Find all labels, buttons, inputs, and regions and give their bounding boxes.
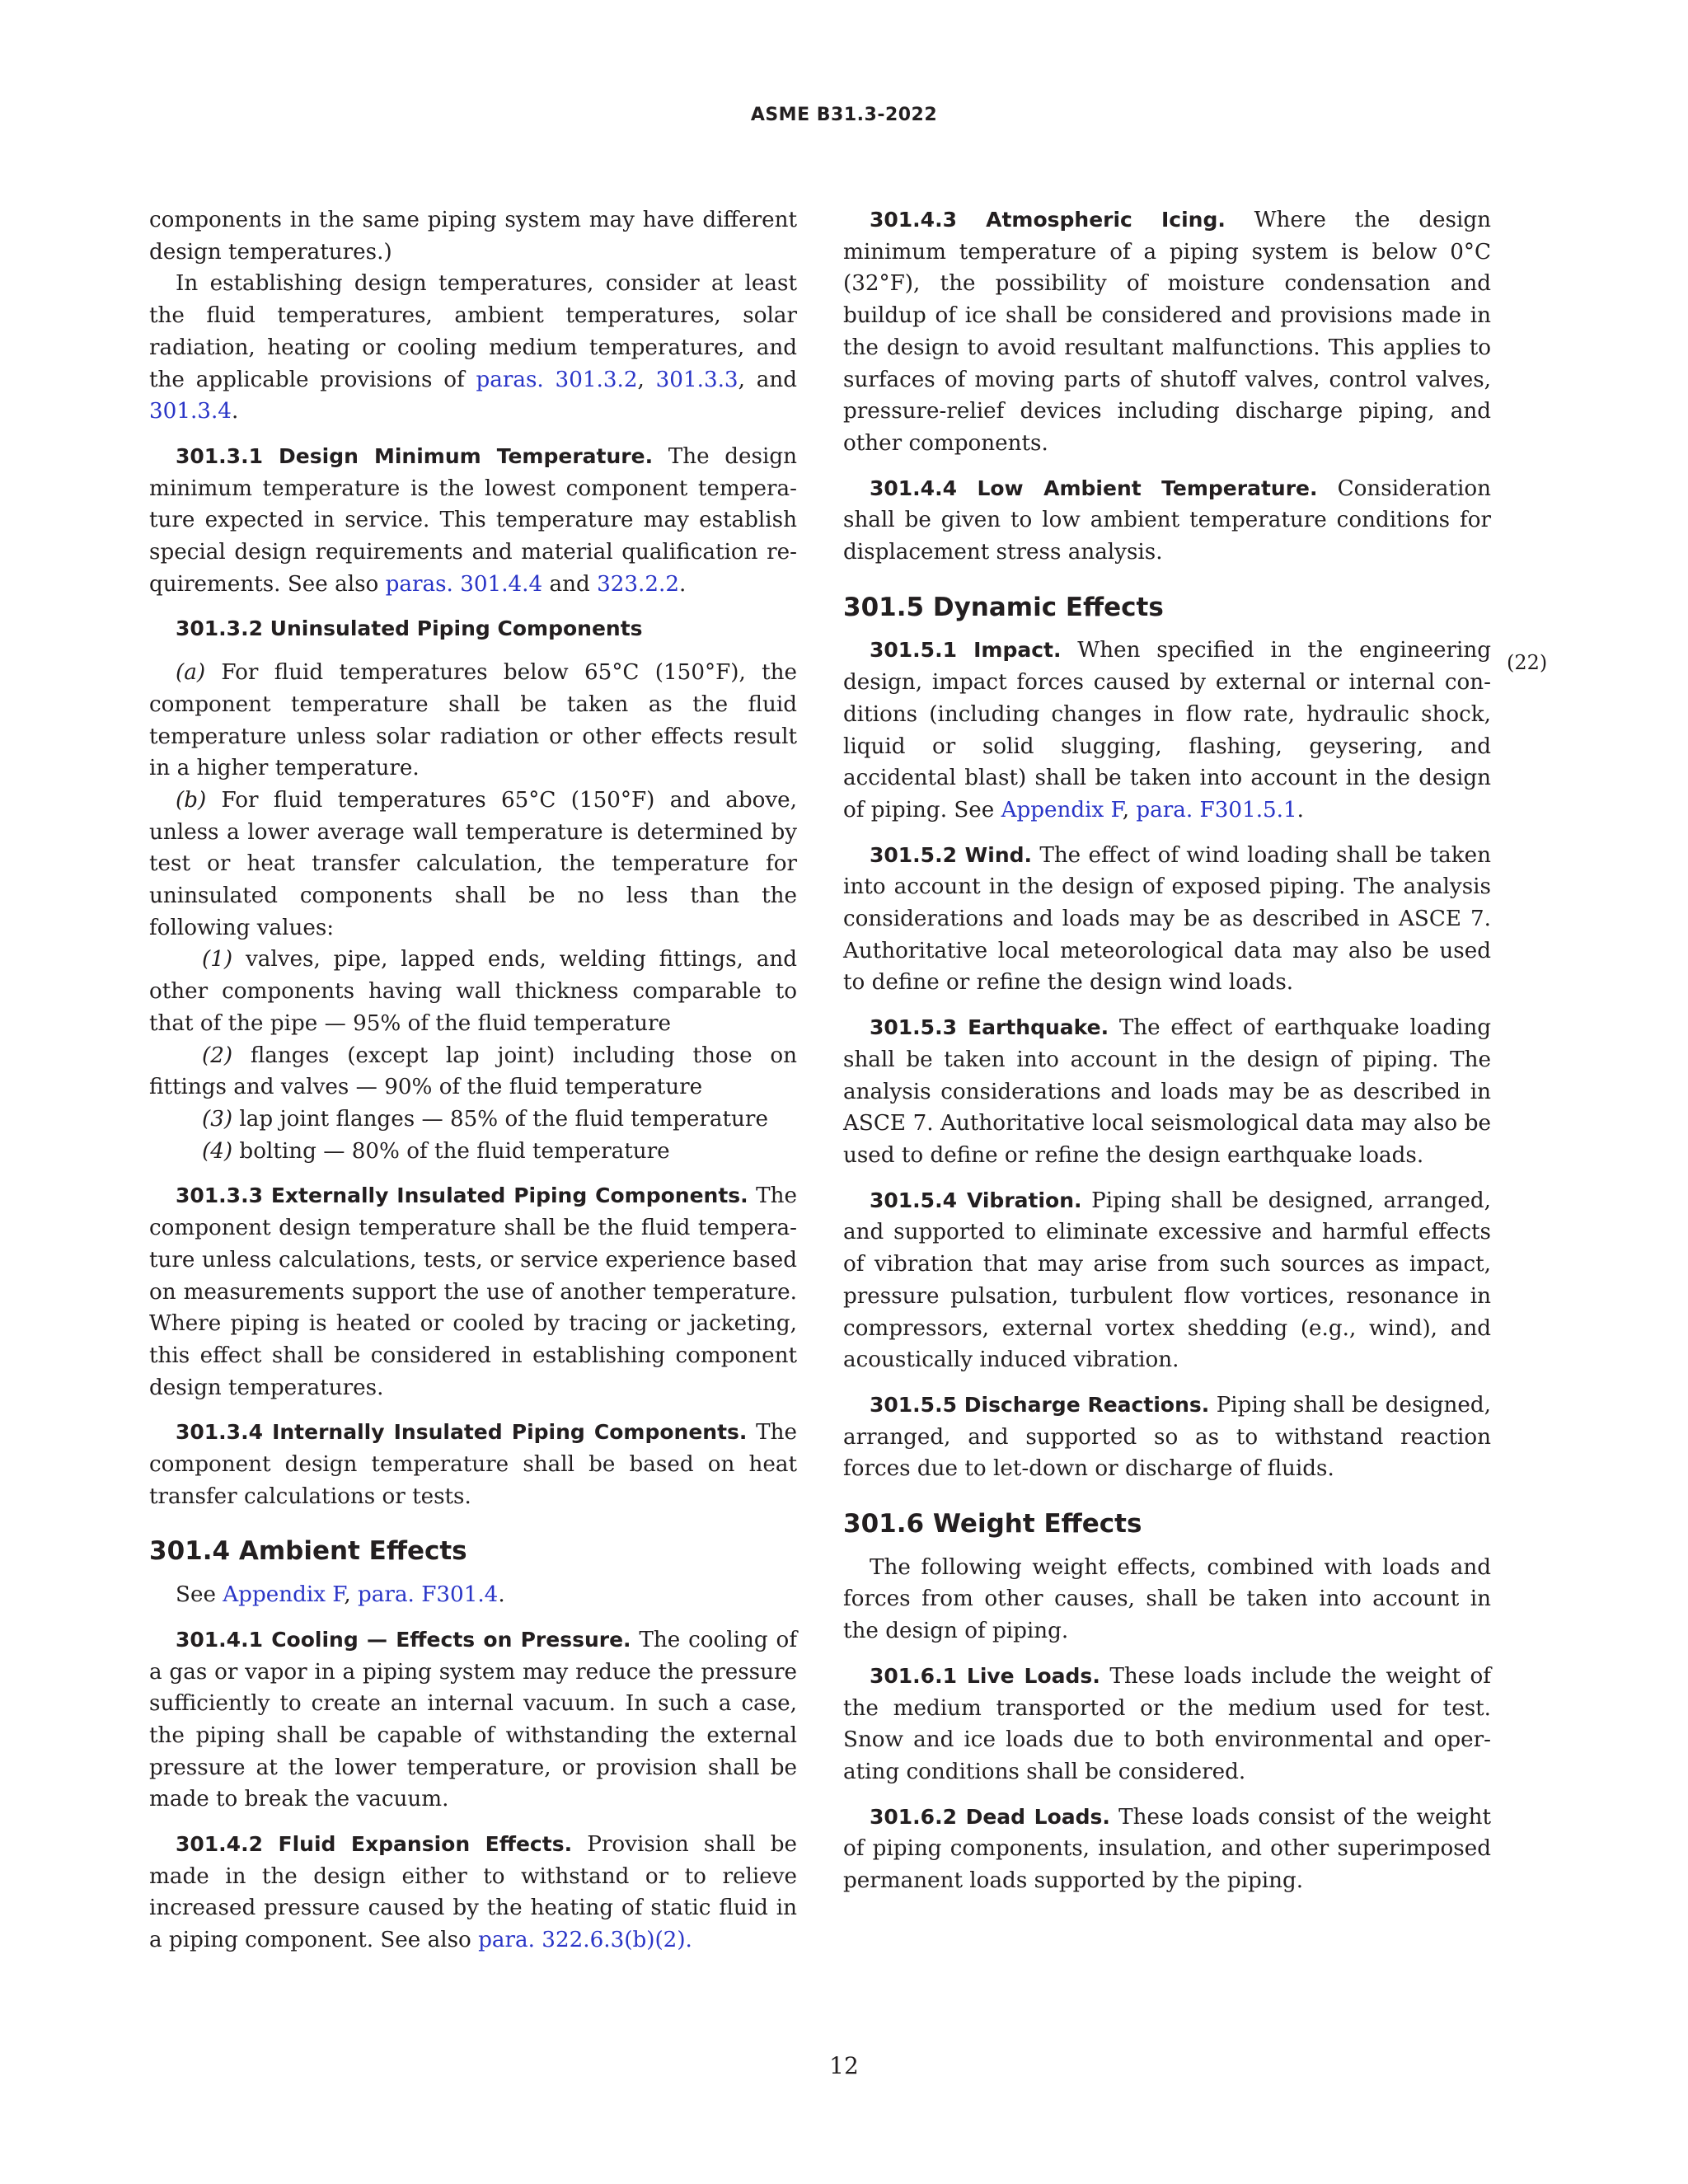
right-column xyxy=(843,204,1491,1897)
link-para-f301-5-1[interactable]: para. F301.5.1 xyxy=(1136,797,1297,823)
section-301-5-2: 301.5.2 Wind. The effect of wind loading shall be taken into account in the design of exposed piping. The analysis considerations and loads may be as described in ASCE 7. Authoritative local meteorological data may also be used to define or refine the design wind loads. xyxy=(843,842,1491,996)
left-column xyxy=(149,204,797,1957)
heading-301-3-2: 301.3.2 Uninsulated Piping Components xyxy=(176,616,643,641)
paragraph-continuation: components in the same piping system may have different design temperatures.) xyxy=(149,208,797,265)
section-301-4-1: 301.4.1 Cooling — Effects on Pressure. The cooling of a gas or vapor in a piping system may reduce the pressure sufficiently to create an internal vacuum. In such a case, the piping shall be capable of withstanding the external pressure at the lower temperature, or provision shall be made to break the vacuum. xyxy=(149,1627,798,1812)
section-301-4-4: 301.4.4 Low Ambient Temperature. Consideration shall be given to low ambient temperature conditions for displacement stress analysis. xyxy=(843,476,1492,565)
running-head: ASME B31.3-2022 xyxy=(750,105,938,125)
section-301-6-1: 301.6.1 Live Loads. These loads include the weight of the medium transported or the medium used for test. Snow and ice loads due to both environmental and operating conditions shall be considered. xyxy=(843,1663,1491,1784)
link-paras-301-4-4[interactable]: paras. 301.4.4 xyxy=(385,571,543,597)
heading-301-5-4: 301.5.4 Vibration. xyxy=(870,1188,1082,1212)
heading-301-5-1: 301.5.1 Impact. xyxy=(870,638,1062,663)
section-301-5-3: 301.5.3 Earthquake. The effect of earthquake loading shall be taken into account in the design of piping. The analysis considerations and loads may be as described in ASCE 7. Authoritative local seismological data may also be used to define or refine the design earthquake loads. xyxy=(843,1015,1492,1168)
paragraph-301-4-see: See Appendix F, para. F301.4. xyxy=(176,1582,505,1608)
item-b-1: (1) valves, pipe, lapped ends, welding fittings, and other components having wall thickness comparable to that of the pipe — 95% of the fluid temperature xyxy=(149,947,797,1036)
heading-301-6: 301.6 Weight Effects xyxy=(843,1509,1142,1540)
item-b-4: (4) bolting — 80% of the fluid temperature xyxy=(202,1138,670,1164)
section-301-6-2: 301.6.2 Dead Loads. These loads consist of the weight of piping components, insulation, and other superimposed permanent loads supported by the piping. xyxy=(843,1804,1491,1894)
link-para-301-3-2[interactable]: paras. 301.3.2 xyxy=(476,367,638,392)
link-para-f301-4[interactable]: para. F301.4 xyxy=(358,1582,499,1608)
section-301-3-1: 301.3.1 Design Minimum Temperature. The design minimum temperature is the lowest component temperature expected in service. This temperature may establish special design requirements and material qualification requirements. See also paras. 301.4.4 and 323.2.2. xyxy=(149,443,797,597)
page-number: 12 xyxy=(829,2052,859,2079)
item-b-2: (2) flanges (except lap joint) including those on fittings and valves — 90% of the fluid temperature xyxy=(149,1043,797,1100)
link-appendix-f-2[interactable]: Appendix F xyxy=(1001,797,1123,823)
link-301-3-4[interactable]: 301.3.4 xyxy=(149,399,232,424)
heading-301-6-1: 301.6.1 Live Loads. xyxy=(870,1663,1100,1688)
section-301-5-4: 301.5.4 Vibration. Piping shall be designed, arranged, and supported to eliminate excessive and harmful effects of vibration that may arise from such sources as impact, pressure pulsation, turbulent flow vortices, resonance in compressors, external vortex shedding (e.g., wind), and acoustically induced vibration. xyxy=(843,1188,1491,1373)
link-301-3-3[interactable]: 301.3.3 xyxy=(655,367,738,392)
section-301-4-2: 301.4.2 Fluid Expansion Effects. Provision shall be made in the design either to withstand or to relieve increased pressure caused by the heating of static fluid in a piping component. See also para. 322.6.3(b)(2). xyxy=(149,1832,797,1953)
heading-301-4-2: 301.4.2 Fluid Expansion Effects. xyxy=(176,1832,573,1857)
heading-301-4-1: 301.4.1 Cooling — Effects on Pressure. xyxy=(176,1627,631,1652)
heading-301-6-2: 301.6.2 Dead Loads. xyxy=(870,1804,1110,1829)
section-301-4-3: 301.4.3 Atmospheric Icing. Where the design minimum temperature of a piping system is below 0°C (32°F), the possibility of moisture condensation and buildup of ice shall be considered and provisions made in the design to avoid resultant malfunctions. This applies to surfaces of moving parts of shutoff valves, control valves, pressure-relief devices including discharge piping, and other components. xyxy=(843,208,1491,456)
item-b: (b) For fluid temperatures 65°C (150°F) and above, unless a lower average wall temperature is determined by test or heat transfer calculation, the temperature for uninsulated components shall be no less than the following values: xyxy=(149,787,797,940)
item-b-3: (3) lap joint flanges — 85% of the fluid temperature xyxy=(202,1106,768,1132)
section-301-5-1: 301.5.1 Impact. When specified in the engineering design, impact forces caused by external or internal conditions (including changes in flow rate, hydraulic shock, liquid or solid slugging, flashing, geysering, and accidental blast) shall be taken into account in the design of piping. See Appendix F, para. F301.5.1. xyxy=(843,638,1491,823)
link-323-2-2[interactable]: 323.2.2 xyxy=(597,571,680,597)
heading-301-5: 301.5 Dynamic Effects xyxy=(843,592,1164,622)
heading-301-4: 301.4 Ambient Effects xyxy=(149,1536,467,1567)
heading-301-3-1: 301.3.1 Design Minimum Temperature. xyxy=(176,443,654,468)
heading-301-5-5: 301.5.5 Discharge Reactions. xyxy=(870,1392,1210,1417)
revision-margin-note: (22) xyxy=(1507,651,1548,674)
item-a: (a) For fluid temperatures below 65°C (150°F), the component temperature shall be taken as the fluid temperature unless solar radiation or other effects result in a higher temperature. xyxy=(149,660,797,781)
heading-301-5-2: 301.5.2 Wind. xyxy=(870,842,1033,867)
paragraph-design-temperatures: In establishing design temperatures, consider at least the fluid temperatures, ambient temperatures, solar radiation, heating or cooling medium temperatures, and the applicable provisions of paras. 301.3.2, 301.3.3, and 301.3.4. xyxy=(149,271,797,424)
link-para-322-6-3[interactable]: para. 322.6.3(b)(2). xyxy=(478,1928,692,1953)
section-301-5-5: 301.5.5 Discharge Reactions. Piping shall be designed, arranged, and supported so as to withstand reaction forces due to let-down or discharge of fluids. xyxy=(843,1392,1491,1482)
heading-301-3-4: 301.3.4 Internally Insulated Piping Components. xyxy=(176,1420,748,1445)
link-appendix-f[interactable]: Appendix F xyxy=(223,1582,345,1608)
paragraph-301-6-intro: The following weight effects, combined with loads and forces from other causes, shall be taken into account in the design of piping. xyxy=(843,1554,1491,1644)
section-301-3-4: 301.3.4 Internally Insulated Piping Components. The component design temperature shall be based on heat transfer calculations or tests. xyxy=(149,1420,797,1509)
heading-301-5-3: 301.5.3 Earthquake. xyxy=(870,1015,1109,1040)
heading-301-3-3: 301.3.3 Externally Insulated Piping Components. xyxy=(176,1183,748,1208)
section-301-3-3: 301.3.3 Externally Insulated Piping Components. The component design temperature shall be the fluid temperature unless calculations, tests, or service experience based on measurements support the use of another temperature. Where piping is heated or cooled by tracing or jacketing, this effect shall be considered in establishing component design temperatures. xyxy=(149,1183,797,1400)
heading-301-4-3: 301.4.3 Atmospheric Icing. xyxy=(870,208,1226,232)
heading-301-4-4: 301.4.4 Low Ambient Temperature. xyxy=(870,476,1318,500)
